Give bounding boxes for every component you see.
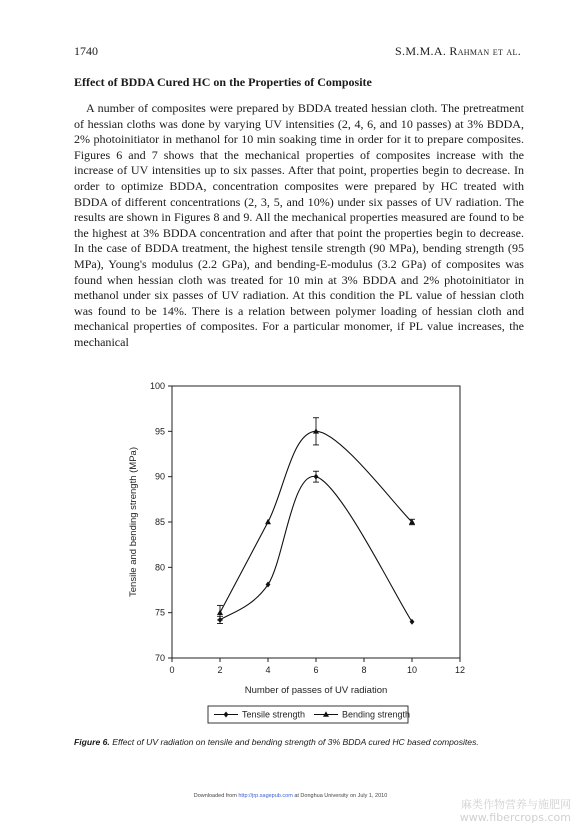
y-tick-label: 95 [154, 426, 165, 437]
caption-label: Figure 6. [74, 737, 110, 747]
x-tick-label: 6 [313, 665, 319, 675]
download-prefix: Downloaded from [193, 793, 237, 799]
x-tick-label: 10 [406, 665, 418, 675]
bending-strength-point [265, 519, 271, 525]
y-tick-label: 85 [154, 517, 165, 527]
x-tick-label: 8 [361, 665, 367, 675]
caption-text: Effect of UV radiation on tensile and bending strength of 3% BDDA cured HC based composites. [112, 737, 479, 747]
download-suffix: at Donghua University on July 1, 2010 [294, 793, 388, 799]
bending-strength-line [220, 431, 412, 612]
x-tick-label: 12 [454, 665, 466, 675]
x-axis-label: Number of passes of UV radiation [244, 685, 388, 696]
y-axis-label: Tensile and bending strength (MPa) [128, 447, 139, 597]
bending-strength-point [217, 609, 223, 615]
page-number: 1740 [74, 44, 98, 58]
page-header [74, 44, 521, 60]
legend-label-bending-strength: Bending strength [342, 709, 411, 720]
y-tick-label: 90 [154, 471, 165, 482]
y-tick-label: 75 [154, 607, 165, 618]
y-tick-label: 80 [154, 562, 165, 573]
tensile-strength-point [314, 474, 319, 480]
watermark-line-1: 麻类作物营养与施肥网 [461, 798, 571, 811]
x-tick-label: 0 [169, 665, 175, 675]
source-link[interactable]: http://jrp.sagepub.com [238, 793, 293, 799]
body-paragraph: A number of composites were prepared by BDDA treated hessian cloth. The pretreatment of hessian cloths was done by varying UV intensities (2, 4, 6, and 10 passes) at 3% BDDA, 2% photoinitiator in methanol for 10 min soaking time in order for it to prepare composites. Figures 6 and 7 shows that the mechanical properties of composites increase with the increase of UV intensities up to six passes. After that point, properties begin to decrease. In order to optimize BDDA, concentration composites were prepared by HC treated with BDDA of different concentrations (2, 3, 5, and 10%) under six passes of UV radiation. The results are shown in Figures 8 and 9. All the mechanical properties measured are found to be the highest at 3% BDDA concentration and after that point the properties begin to decrease. In the case of BDDA treatment, the highest tensile strength (90 MPa), bending strength (95 MPa), Young's modulus (2.2 GPa), and bending-E-modulus (3.2 GPa) of composites was found when hessian cloth was treated for 10 min at 3% BDDA and 2% photoinitiator in methanol under six passes of UV radiation. At this condition the PL value of hessian cloth was found to be 14%. There is a relation between polymer loading of hessian cloth and mechanical properties of composites. For a particular monomer, if PL value increases, the mechanical [74, 101, 524, 349]
legend-label-tensile-strength: Tensile strength [242, 709, 306, 720]
watermark-line-2: www.fibercrops.com [459, 811, 571, 824]
tensile-strength-line [220, 476, 412, 621]
y-tick-label: 100 [149, 381, 165, 391]
figure-caption [74, 737, 534, 747]
section-title: Effect of BDDA Cured HC on the Properties of Composite [74, 75, 372, 89]
x-tick-label: 2 [217, 665, 223, 675]
figure-6-chart [120, 372, 480, 732]
y-tick-label: 70 [154, 653, 165, 663]
running-authors: S.M.M.A. Rahman et al. [395, 44, 521, 58]
x-tick-label: 4 [265, 665, 271, 675]
watermark [460, 798, 571, 824]
bending-strength-point [313, 428, 319, 434]
